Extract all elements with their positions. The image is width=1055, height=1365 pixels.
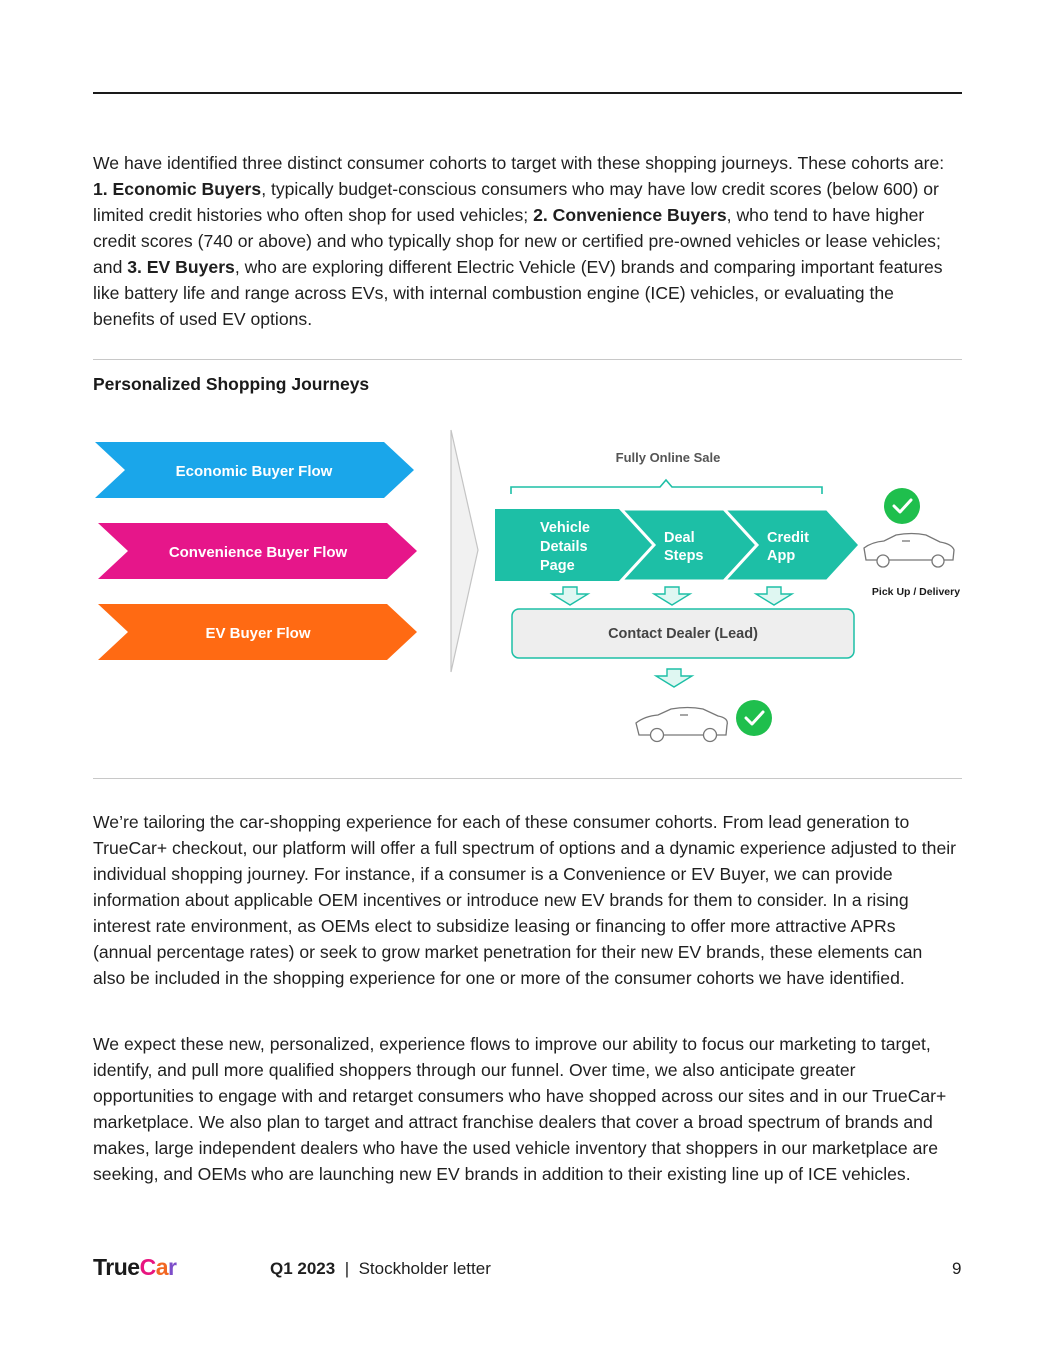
cohort-economic: 1. Economic Buyers: [93, 179, 262, 199]
cohort-ev: 3. EV Buyers: [127, 257, 235, 277]
car-icon: [636, 708, 727, 742]
body-paragraph: We’re tailoring the car-shopping experience for each of these consumer cohorts. From lead generation to TrueCar+ checkout, our platform will offer a full spectrum of options and a dynamic experience adjusted to their individual shopping journey. For instance, if a consumer is a Convenience or EV Buyer, we can provide information about applicable OEM incentives or introduce new EV brands for them to consider. In a rising interest rate environment, as OEMs elect to subsidize leasing or financing to offer more attractive APRs (annual percentage rates) or seek to grow market penetration for their new EV brands, these elements can also be included in the shopping experience for one or more of the consumer cohorts we have identified.: [93, 812, 957, 988]
figure-bottom-rule: [93, 778, 962, 779]
economic-flow-label: Economic Buyer Flow: [175, 463, 333, 480]
step-deal-steps-label: Deal Steps: [664, 530, 704, 564]
car-icon: [864, 534, 954, 568]
footer-document-label: Q1 2023 | Stockholder letter: [270, 1259, 491, 1278]
funnel-chevron: [451, 430, 478, 672]
down-arrow-icon: [552, 587, 588, 605]
page-number: 9: [952, 1259, 962, 1278]
shopping-journeys-diagram: [0, 420, 1055, 760]
step-credit-app-label: Credit App: [767, 530, 809, 564]
truecar-logo: TrueCar: [93, 1254, 177, 1280]
step-vehicle-details-label: Vehicle Details Page: [540, 520, 590, 574]
online-sale-label: Fully Online Sale: [615, 450, 721, 465]
contact-dealer-label: Contact Dealer (Lead): [608, 626, 758, 642]
convenience-flow-label: Convenience Buyer Flow: [168, 544, 348, 561]
ev-flow-label: EV Buyer Flow: [205, 625, 311, 642]
top-rule: [93, 92, 962, 94]
intro-paragraph: We have identified three distinct consumer cohorts to target with these shopping journeys. These cohorts are: 1. Economic Buyers, typically budget-conscious consumers who may have low credit scores (below 600) or limited credit histories who often shop for used vehicles; 2. Convenience Buyers, who tend to have higher credit scores (740 or above) and who typically shop for new or certified pre-owned vehicles or lease vehicles; and 3. EV Buyers, who are exploring different Electric Vehicle (EV) brands and comparing important features like battery life and range across EVs, with internal combustion engine (ICE) vehicles, or evaluating the benefits of used EV options.: [93, 153, 945, 329]
down-arrow-icon: [654, 587, 690, 605]
down-arrow-icon: [756, 587, 792, 605]
cohort-convenience: 2. Convenience Buyers: [533, 205, 727, 225]
down-arrow-icon: [656, 669, 692, 687]
figure-title: Personalized Shopping Journeys: [93, 374, 370, 394]
pickup-delivery-label: Pick Up / Delivery: [871, 586, 961, 598]
figure-top-rule: [93, 359, 962, 360]
online-sale-brace: [511, 480, 822, 494]
check-icon: [736, 700, 772, 736]
body-paragraph: We expect these new, personalized, experience flows to improve our ability to focus our marketing to target, identify, and pull more qualified shoppers through our funnel. Over time, we also anticipate greater opportunities to engage with and retarget consumers who have shopped across our sites and in our TrueCar+ marketplace. We also plan to target and attract franchise dealers that cover a broad spectrum of brands and makes, large independent dealers who have the used vehicle inventory that shoppers in our marketplace are seeking, and OEMs who are launching new EV brands in addition to their existing line up of ICE vehicles.: [93, 1034, 947, 1184]
check-icon: [884, 488, 920, 524]
